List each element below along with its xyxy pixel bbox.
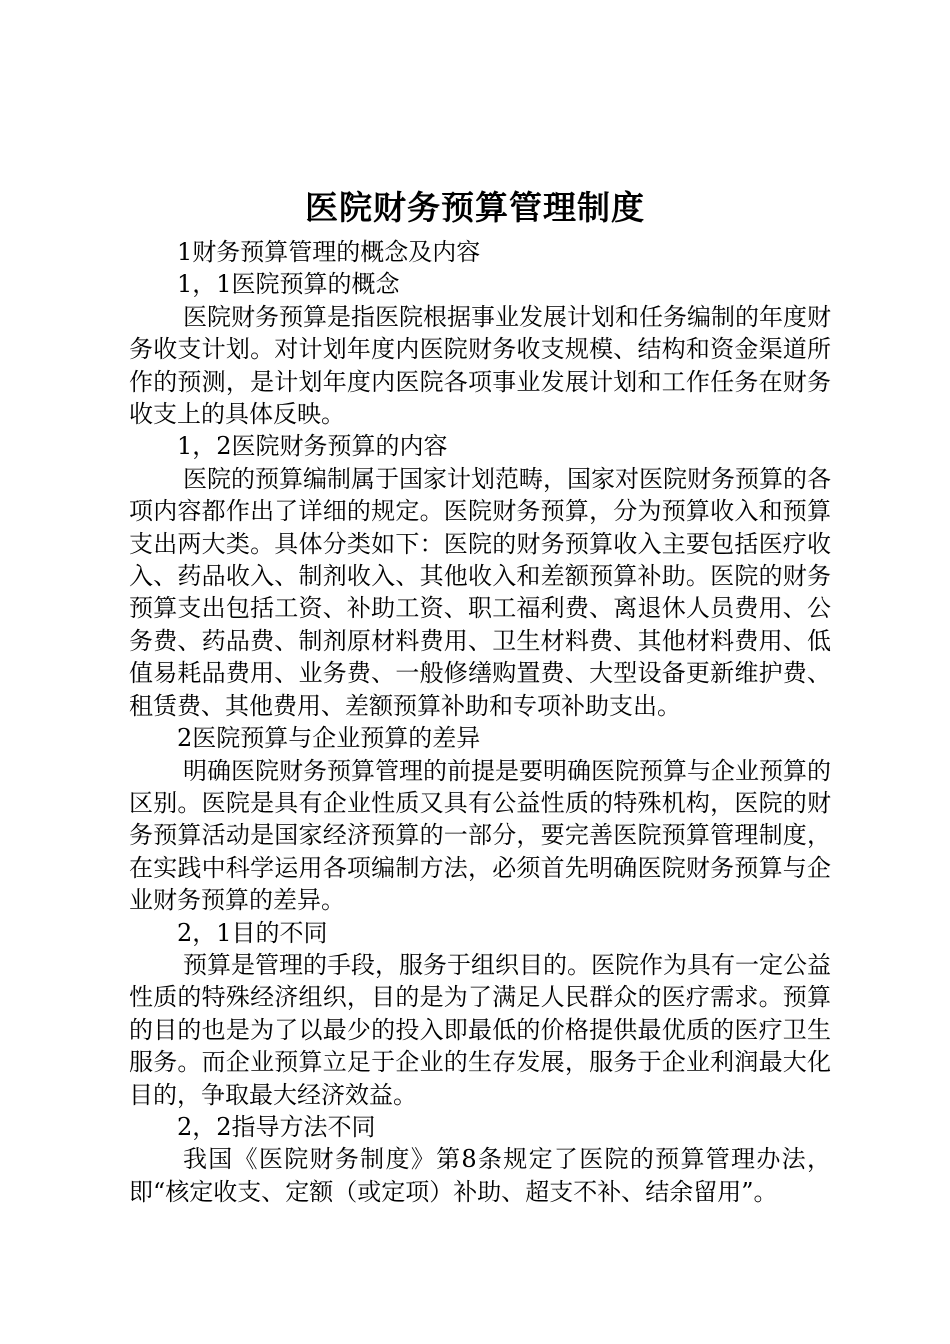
document-body [129,236,831,1208]
body-paragraph: 医院财务预算是指医院根据事业发展计划和任务编制的年度财务收支计划。对计划年度内医院财务收支规模、结构和资金渠道所作的预测，是计划年度内医院各项事业发展计划和工作任务在财务收支上的具体反映。 [129,302,831,429]
subsection-heading: 1，2医院财务预算的内容 [177,432,448,461]
body-paragraph: 医院的预算编制属于国家计划范畴，国家对医院财务预算的各项内容都作出了详细的规定。医院财务预算，分为预算收入和预算支出两大类。具体分类如下：医院的财务预算收入主要包括医疗收入、药品收入、制剂收入、其他收入和差额预算补助。医院的财务预算支出包括工资、补助工资、职工福利费、离退休人员费用、公务费、药品费、制剂原材料费用、卫生材料费、其他材料费用、低值易耗品费用、业务费、一般修缮购置费、大型设备更新维护费、租赁费、其他费用、差额预算补助和专项补助支出。 [129,464,831,720]
document-title: 医院财务预算管理制度 [305,188,645,227]
subsection-heading: 2，1目的不同 [177,918,328,947]
section-heading: 2医院预算与企业预算的差异 [177,724,481,753]
body-paragraph: 明确医院财务预算管理的前提是要明确医院预算与企业预算的区别。医院是具有企业性质又具有公益性质的特殊机构，医院的财务预算活动是国家经济预算的一部分，要完善医院预算管理制度，在实践中科学运用各项编制方法，必须首先明确医院财务预算与企业财务预算的差异。 [129,756,831,915]
section-heading: 1财务预算管理的概念及内容 [177,238,481,266]
body-paragraph: 预算是管理的手段，服务于组织目的。医院作为具有一定公益性质的特殊经济组织，目的是为了满足人民群众的医疗需求。预算的目的也是为了以最少的投入即最低的价格提供最优质的医疗卫生服务。而企业预算立足于企业的生存发展，服务于企业利润最大化目的，争取最大经济效益。 [129,950,831,1109]
subsection-heading: 1，1医院预算的概念 [177,270,400,299]
body-paragraph: 我国《医院财务制度》第8条规定了医院的预算管理办法，即“核定收支、定额（或定项）补助、超支不补、结余留用”。 [129,1145,831,1206]
subsection-heading: 2，2指导方法不同 [177,1112,376,1141]
